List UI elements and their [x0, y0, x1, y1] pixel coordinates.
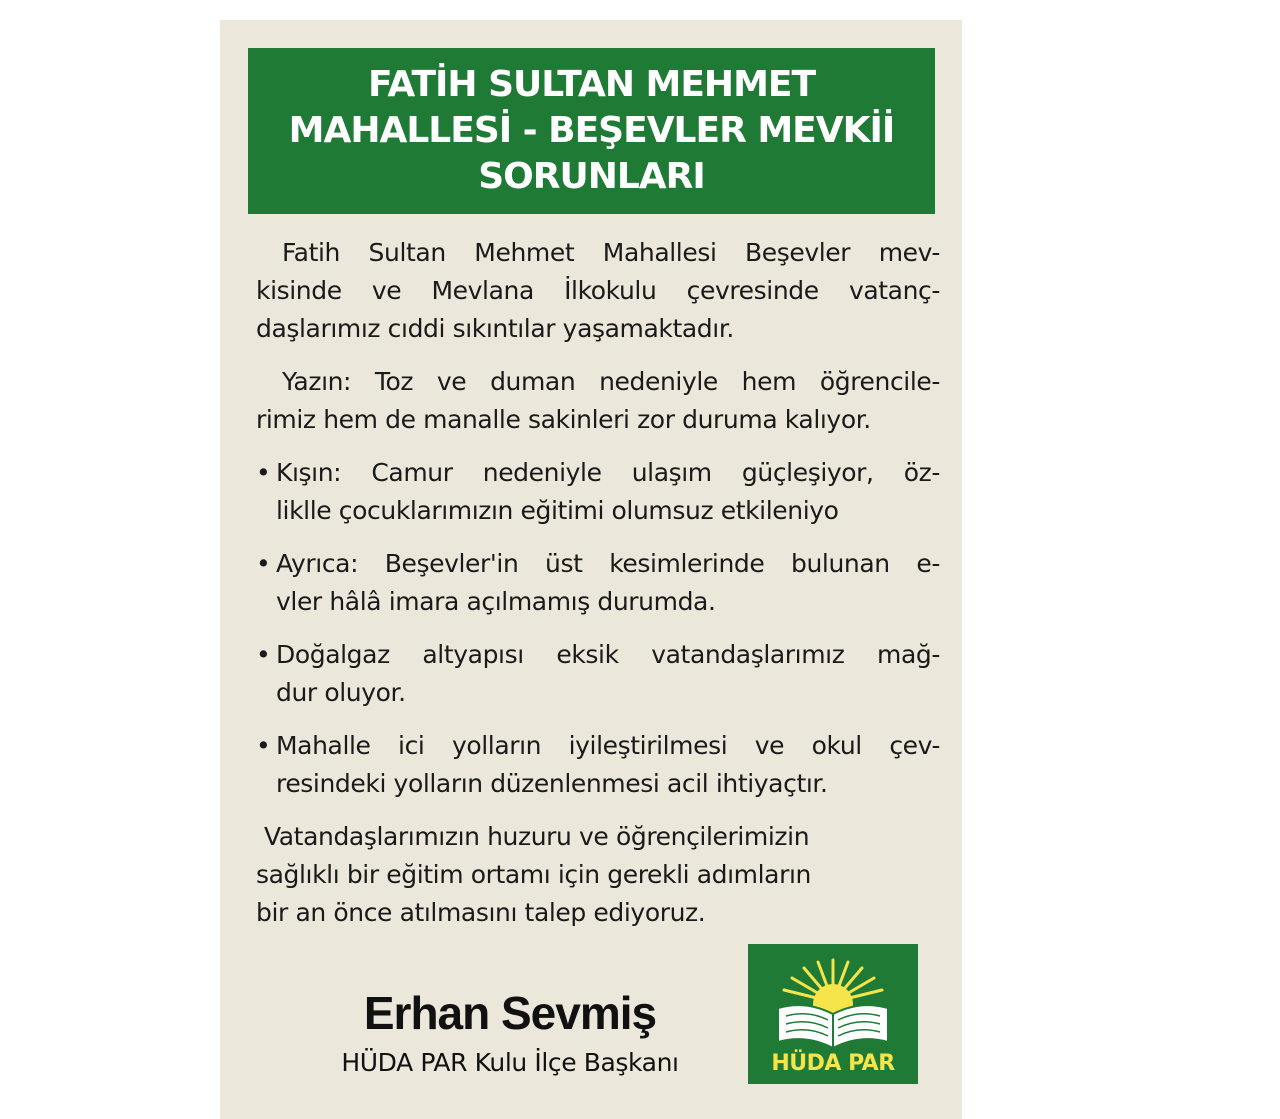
header-title-line: SORUNLARI — [478, 156, 705, 197]
text-line: Fatih Sultan Mehmet Mahallesi Beşevler mev- — [282, 238, 940, 267]
huda-par-logo — [748, 944, 918, 1084]
text-span: Doğalgaz altyapısı eksik vatandaşlarımız mağ- — [276, 640, 940, 669]
bullet-icon: • — [256, 640, 271, 669]
signatory-title: HÜDA PAR Kulu İlçe Başkanı — [341, 1048, 679, 1077]
text-line: vler hâlâ imara açılmamış durumda. — [276, 587, 716, 616]
text-line: Vatandaşlarımızın huzuru ve öğrençilerimizin — [264, 822, 810, 851]
text-line: rimiz hem de manalle sakinleri zor duruma kalıyor. — [256, 405, 871, 434]
text-line — [256, 545, 940, 583]
text-line: dur oluyor. — [276, 678, 406, 707]
text-line: sağlıklı bir eğitim ortamı için gerekli adımların — [256, 860, 811, 889]
bullet-icon: • — [256, 731, 271, 760]
text-line: kisinde ve Mevlana İlkokulu çevresinde vatanç- — [256, 276, 940, 305]
header-title-line: MAHALLESİ - BEŞEVLER MEVKİİ — [288, 110, 895, 151]
text-line: daşlarımız cıddi sıkıntılar yaşamaktadır. — [256, 314, 734, 343]
bullet-item-roads — [256, 727, 940, 803]
text-span: Mahalle ici yolların iyileştirilmesi ve okul çev- — [276, 731, 940, 760]
text-line: liklle çocuklarımızın eğitimi olumsuz etkileniyo — [276, 496, 839, 525]
bullet-item-gas — [256, 636, 940, 712]
text-span: Kışın: Camur nedeniyle ulaşım güçleşiyor, öz- — [276, 458, 940, 487]
text-line: bir an önce atılmasını talep ediyoruz. — [256, 898, 706, 927]
paragraph-intro — [256, 234, 940, 348]
text-line: Yazın: Toz ve duman nedeniyle hem öğrencile- — [282, 367, 940, 396]
header-title-line: FATİH SULTAN MEHMET — [367, 64, 816, 105]
article-body — [256, 234, 940, 947]
bullet-icon: • — [256, 549, 271, 578]
text-line: resindeki yolların düzenlenmesi acil ihtiyaçtır. — [276, 769, 828, 798]
announcement-card — [220, 20, 962, 1119]
bullet-item-winter — [256, 454, 940, 530]
header-banner — [248, 48, 935, 214]
paragraph-summer — [256, 363, 940, 439]
bullet-icon: • — [256, 458, 271, 487]
signature-block — [250, 985, 770, 1081]
logo-text: HÜDA PAR — [771, 1051, 895, 1076]
paragraph-closing — [256, 818, 940, 932]
text-span: Ayrıca: Beşevler'in üst kesimlerinde bulunan e- — [276, 549, 940, 578]
text-line — [256, 454, 940, 492]
text-line — [256, 636, 940, 674]
text-line — [256, 727, 940, 765]
signatory-name: Erhan Sevmiş — [363, 987, 657, 1039]
bullet-item-zoning — [256, 545, 940, 621]
